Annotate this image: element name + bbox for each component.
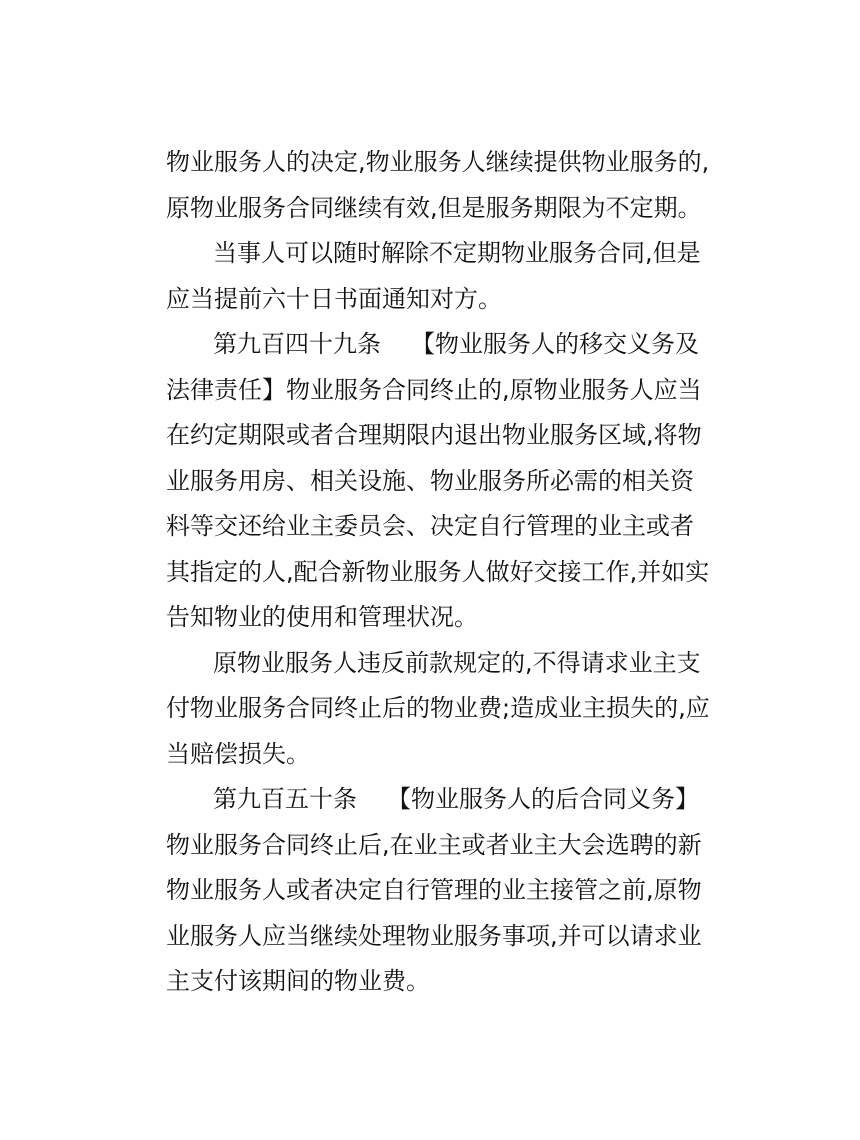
text-line: 应当提前六十日书面通知对方。: [166, 284, 502, 313]
text-line: 主支付该期间的物业费。: [166, 967, 430, 995]
paragraph-start-line: 当事人可以随时解除不定期物业服务合同,但是: [213, 239, 701, 267]
text-line: 物业服务人或者决定自行管理的业主接管之前,原物: [166, 876, 702, 904]
article-heading-line: [166, 777, 699, 823]
text-line: 其指定的人,配合新物业服务人做好交接工作,并如实: [166, 557, 710, 586]
text-line: 原物业服务合同继续有效,但是服务期限为不定期。: [166, 193, 702, 222]
text-line: 在约定期限或者合理期限内退出物业服务区域,将物: [166, 421, 702, 449]
text-line: 业服务人应当继续处理物业服务事项,并可以请求业: [166, 921, 702, 950]
text-line: 料等交还给业主委员会、决定自行管理的业主或者: [166, 512, 694, 540]
article-title: 【物业服务人的后合同义务】: [387, 785, 699, 813]
article-number: 第九百五十条: [213, 785, 357, 813]
text-line: 法律责任】物业服务合同终止的,原物业服务人应当: [166, 375, 702, 404]
text-line: 物业服务合同终止后,在业主或者业主大会选聘的新: [166, 830, 702, 859]
article-number: 第九百四十九条: [213, 330, 381, 358]
text-line: 业服务用房、相关设施、物业服务所必需的相关资: [166, 466, 694, 495]
text-line: 物业服务人的决定,物业服务人继续提供物业服务的,: [166, 148, 710, 176]
text-line: 告知物业的使用和管理状况。: [166, 603, 478, 631]
article-heading-line: [166, 322, 699, 368]
text-line: 当赔偿损失。: [166, 739, 310, 768]
article-title: 【物业服务人的移交义务及: [411, 330, 699, 358]
document-body: [166, 140, 710, 1005]
text-line: 付物业服务合同终止后的物业费;造成业主损失的,应: [166, 694, 710, 722]
paragraph-start-line: 原物业服务人违反前款规定的,不得请求业主支: [213, 648, 701, 677]
